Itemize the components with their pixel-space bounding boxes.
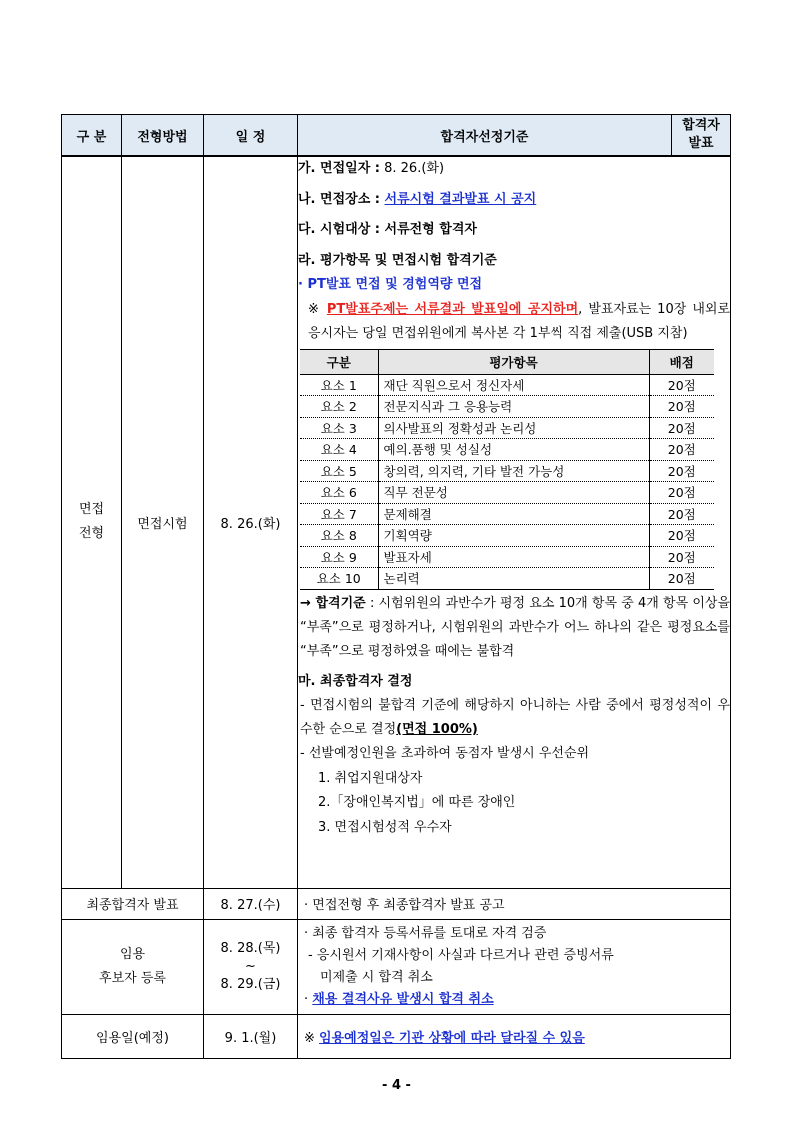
eval-key: 요소 5 [300,460,378,482]
evaluation-table-header [300,349,714,374]
final-decision-heading: 마. 최종합격자 결정 [298,673,413,689]
interview-date-item [298,157,730,182]
registration-date [204,919,298,1014]
registration-category-line1: 임용 [119,946,146,962]
evaluation-heading: 라. 평가항목 및 면접시험 합격기준 [298,252,497,268]
schedule-table [61,114,731,1059]
na-value: 서류시험 결과발표 시 공지 [384,191,537,207]
eval-item: 문제해결 [378,503,649,525]
eval-item: 의사발표의 정확성과 논리성 [378,417,649,439]
priority-item: 2.「장애인복지법」에 따른 장애인 [318,795,516,810]
table-row [300,374,714,396]
evaluation-table [300,349,714,590]
header-announcement-line1: 합격자 [682,118,720,133]
final-decision-text: - 면접시험의 불합격 기준에 해당하지 아니하는 사람 중에서 평정성적이 우수한 순으로 결정 [300,698,730,737]
header-announcement-line2: 발표 [688,136,714,151]
eval-header-score: 배점 [649,349,714,374]
appointment-text [298,1014,731,1058]
note-red-text: PT발표주제는 서류결과 발표일에 공지하며 [326,301,579,317]
eval-key: 요소 2 [300,396,378,418]
eval-key: 요소 8 [300,525,378,547]
priority-item: 3. 면접시험성적 우수자 [318,819,452,835]
eval-score: 20점 [649,546,714,568]
note-mark: ※ [308,301,327,317]
eval-score: 20점 [649,568,714,590]
eval-item: 직무 전문성 [378,482,649,504]
header-method: 전형방법 [122,115,204,157]
eval-item: 발표자세 [378,546,649,568]
na-label: 나. 면접장소 : [298,191,385,207]
eval-item: 재단 직원으로서 정신자세 [378,374,649,396]
registration-line-1: · 최종 합격자 등록서류를 토대로 자격 검증 [304,925,547,941]
final-decision-item-2: - 선발예정인원을 초과하여 동점자 발생시 우선순위 [300,746,590,761]
registration-line-4 [304,989,730,1011]
registration-category-line2: 후보자 등록 [99,970,166,986]
registration-line-4-text: 채용 결격사유 발생시 합격 취소 [312,991,494,1007]
pt-note [298,298,730,346]
ga-label: 가. 면접일자 : [298,161,380,176]
header-announcement [672,115,731,157]
registration-line-4-prefix: · [304,991,313,1007]
registration-row [62,919,731,1014]
eval-key: 요소 6 [300,482,378,504]
table-header-row [62,115,731,157]
eval-item: 논리력 [378,568,649,590]
header-schedule: 일 정 [204,115,298,157]
pass-criteria [298,592,730,664]
final-text: · 면접전형 후 최종합격자 발표 공고 [298,888,731,919]
registration-date-end: 8. 29.(금) [220,976,281,992]
header-category: 구 분 [62,115,122,157]
final-decision-bold: (면접 100%) [396,722,478,737]
eval-item: 전문지식과 그 응용능력 [378,396,649,418]
eval-header-category: 구분 [300,349,378,374]
interview-row [62,156,731,888]
registration-category [62,919,204,1014]
registration-date-tilde: ~ [245,958,256,974]
eval-key: 요소 9 [300,546,378,568]
pt-interview-line: · PT발표 면접 및 경험역량 면접 [298,277,483,292]
table-row [300,546,714,568]
eval-key: 요소 10 [300,568,378,590]
interview-category-line1: 면접 [78,502,105,518]
eval-score: 20점 [649,417,714,439]
header-criteria: 합격자선정기준 [298,115,672,157]
registration-text [298,919,731,1014]
final-category: 최종합격자 발표 [62,888,204,919]
criteria-label: 합격기준 [315,595,366,611]
eval-item: 창의력, 의지력, 기타 발전 가능성 [378,460,649,482]
note-rest-text: , 발표자료는 10장 내외로 응시자는 당일 면접위원에게 복사본 각 1부씩 직접 제출(USB 지참) [308,301,731,341]
interview-method: 면접시험 [122,156,204,888]
table-row [300,396,714,418]
table-row [300,525,714,547]
registration-date-start: 8. 28.(목) [220,940,281,956]
eval-score: 20점 [649,396,714,418]
eval-score: 20점 [649,439,714,461]
table-row [300,460,714,482]
interview-place-item [298,188,730,213]
eval-score: 20점 [649,374,714,396]
eval-score: 20점 [649,503,714,525]
page-number: - 4 - [382,1078,411,1093]
interview-target-item: 다. 시험대상 : 서류전형 합격자 [298,222,477,237]
appointment-mark: ※ [304,1030,320,1046]
ga-value: 8. 26.(화) [379,161,445,176]
appointment-category: 임용일(예정) [62,1014,204,1058]
eval-score: 20점 [649,482,714,504]
priority-item: 1. 취업지원대상자 [318,770,423,786]
table-row [300,439,714,461]
criteria-arrow: → [300,595,316,611]
eval-key: 요소 7 [300,503,378,525]
interview-date: 8. 26.(화) [204,156,298,888]
table-row [300,482,714,504]
interview-category-line2: 전형 [78,526,105,542]
registration-line-3: 미제출 시 합격 취소 [320,969,433,985]
table-row [300,503,714,525]
table-row [300,568,714,590]
appointment-row [62,1014,731,1058]
eval-header-item: 평가항목 [378,349,649,374]
eval-item: 예의.품행 및 성실성 [378,439,649,461]
table-row [300,417,714,439]
eval-item: 기획역량 [378,525,649,547]
interview-criteria [298,156,731,888]
final-decision-item-1 [298,694,730,742]
eval-key: 요소 4 [300,439,378,461]
appointment-note: 임용예정일은 기관 상황에 따라 달라질 수 있음 [319,1030,585,1046]
eval-key: 요소 1 [300,374,378,396]
eval-score: 20점 [649,460,714,482]
interview-category [62,156,122,888]
final-date: 8. 27.(수) [204,888,298,919]
eval-score: 20점 [649,525,714,547]
appointment-date: 9. 1.(월) [204,1014,298,1058]
eval-key: 요소 3 [300,417,378,439]
registration-line-2: - 응시원서 기재사항이 사실과 다르거나 관련 증빙서류 [308,947,614,963]
final-announcement-row [62,888,731,919]
criteria-text: : 시험위원의 과반수가 평정 요소 10개 항목 중 4개 항목 이상을 “부족”으로 평정하거나, 시험위원의 과반수가 어느 하나의 같은 평정요소를 “부족”으로 평정하였을 때에는 불합격 [300,595,731,659]
